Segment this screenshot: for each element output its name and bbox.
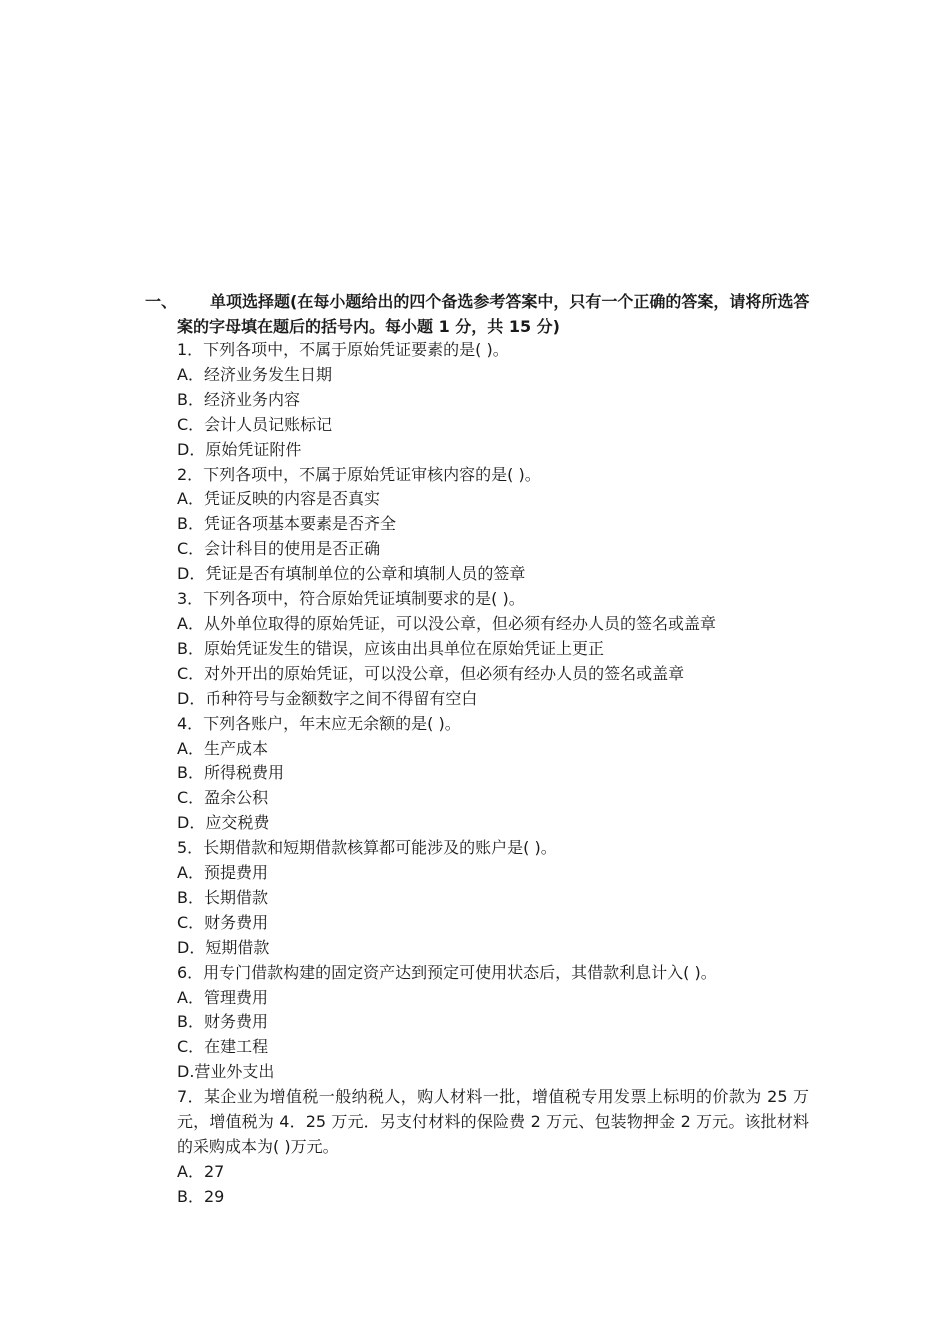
question-stem: 5．长期借款和短期借款核算都可能涉及的账户是( )。 — [177, 838, 557, 858]
answer-option: D．应交税费 — [177, 813, 270, 833]
answer-option: C．会计科目的使用是否正确 — [177, 539, 381, 559]
question-stem: 1．下列各项中，不属于原始凭证要素的是( )。 — [177, 340, 509, 359]
answer-option: A．27 — [177, 1161, 225, 1181]
question-stem: 3．下列各项中，符合原始凭证填制要求的是( )。 — [177, 589, 525, 609]
answer-option: D．原始凭证附件 — [177, 439, 302, 459]
question-stem: 6．用专门借款构建的固定资产达到预定可使用状态后，其借款利息计入( )。 — [177, 962, 717, 982]
answer-option: B．财务费用 — [177, 1012, 268, 1032]
question-stem: 2．下列各项中，不属于原始凭证审核内容的是( )。 — [177, 464, 541, 484]
answer-option: D．短期借款 — [177, 937, 270, 957]
answer-option: C．在建工程 — [177, 1037, 269, 1057]
answer-option: D．凭证是否有填制单位的公章和填制人员的签章 — [177, 564, 526, 584]
answer-option: B．经济业务内容 — [177, 389, 300, 409]
answer-option: D.营业外支出 — [177, 1062, 275, 1082]
answer-option: C．财务费用 — [177, 912, 269, 932]
question-stem: 4．下列各账户，年末应无余额的是( )。 — [177, 713, 461, 733]
answer-option: B．所得税费用 — [177, 763, 284, 783]
answer-option: B．原始凭证发生的错误，应该由出具单位在原始凭证上更正 — [177, 638, 604, 658]
answer-option: D．币种符号与金额数字之间不得留有空白 — [177, 688, 478, 708]
answer-option: B．长期借款 — [177, 887, 268, 907]
answer-option: B．29 — [177, 1186, 225, 1206]
answer-option: B．凭证各项基本要素是否齐全 — [177, 514, 396, 534]
section-heading — [145, 289, 815, 339]
answer-option: A．生产成本 — [177, 738, 268, 758]
answer-option: C．盈余公积 — [177, 788, 269, 808]
section-number: 一、 — [145, 292, 178, 311]
answer-option: C．对外开出的原始凭证，可以没公章，但必须有经办人员的签名或盖章 — [177, 663, 685, 683]
answer-option: A．预提费用 — [177, 863, 268, 883]
answer-option: C．会计人员记账标记 — [177, 414, 333, 434]
answer-option: A．凭证反映的内容是否真实 — [177, 489, 380, 509]
question-list — [177, 338, 809, 1210]
answer-option: A．从外单位取得的原始凭证，可以没公章，但必须有经办人员的签名或盖章 — [177, 613, 716, 633]
answer-option: A．经济业务发生日期 — [177, 364, 332, 384]
answer-option: A．管理费用 — [177, 987, 268, 1007]
section-title: 单项选择题(在每小题给出的四个备选参考答案中，只有一个正确的答案，请将所选答案的字母填在题后的括号内。每小题 1 分，共 15 分) — [177, 292, 810, 336]
question-stem: 7．某企业为增值税一般纳税人，购人材料一批，增值税专用发票上标明的价款为 25 万元，增值税为 4．25 万元．另支付材料的保险费 2 万元、包装物押金 2 万元。该批材料的采购成本为( )万元。 — [177, 1087, 809, 1156]
